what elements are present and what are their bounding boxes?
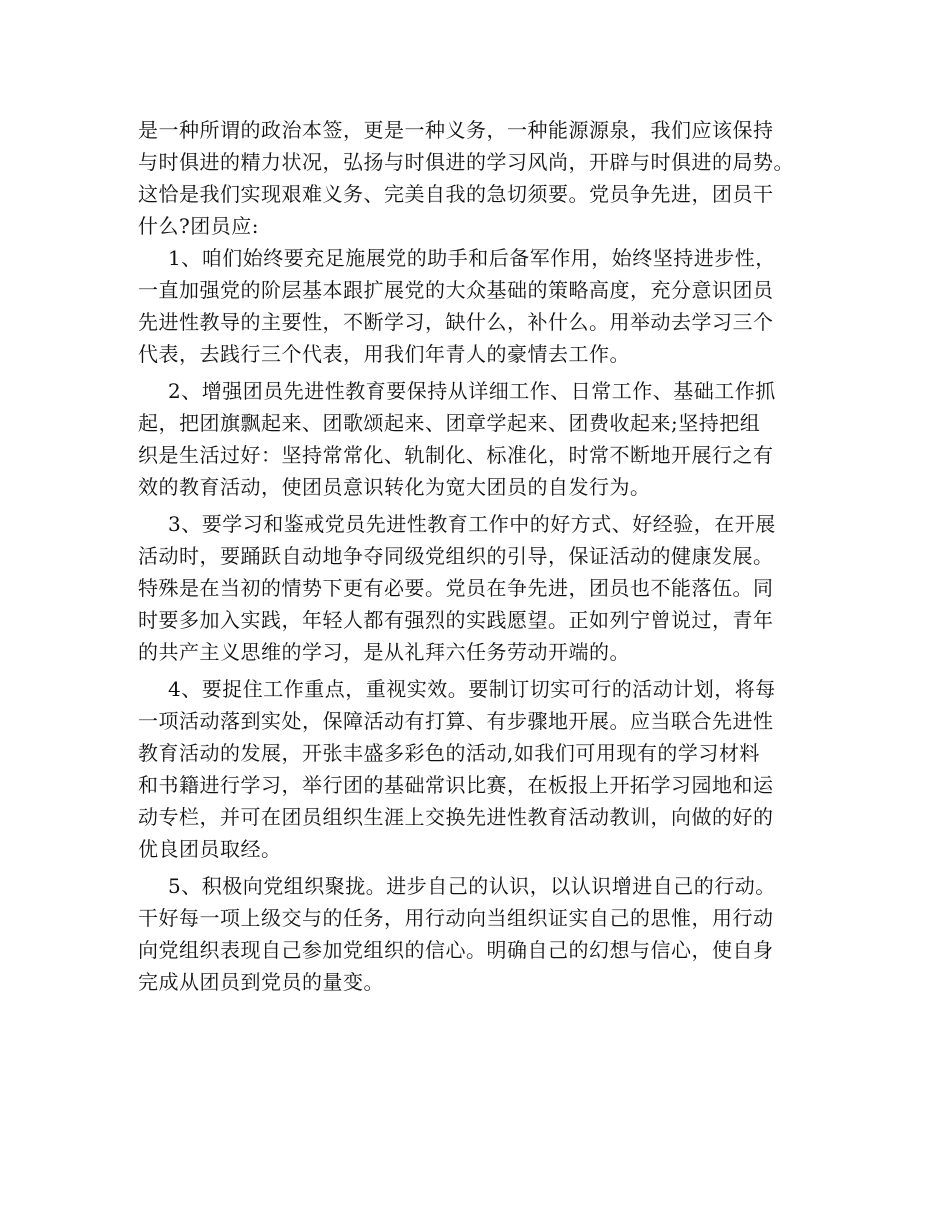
text-line: 特殊是在当初的情势下更有必要。党员在争先进，团员也不能落伍。同 — [138, 576, 774, 600]
text-line: 向党组织表现自己参加党组织的信心。明确自己的幻想与信心，使自身 — [138, 938, 774, 962]
text-line: 的共产主义思维的学习，是从礼拜六任务劳动开端的。 — [138, 640, 630, 664]
text-line: 2、增强团员先进性教育要保持从详细工作、日常工作、基础工作抓 — [168, 379, 776, 403]
text-line: 什么?团员应: — [138, 214, 259, 238]
text-line: 4、要捉住工作重点，重视实效。要制订切实可行的活动计划，将每 — [168, 677, 776, 701]
text-line: 先进性教导的主要性，不断学习，缺什么，补什么。用举动去学习三个 — [138, 310, 774, 334]
text-line: 代表，去践行三个代表，用我们年青人的豪情去工作。 — [138, 342, 630, 366]
text-line: 是一种所谓的政治本签，更是一种义务，一种能源源泉，我们应该保持 — [138, 118, 774, 142]
paragraph-item-4 — [138, 673, 828, 865]
text-line: 3、要学习和鉴戒党员先进性教育工作中的好方式、好经验，在开展 — [168, 512, 776, 536]
paragraph-intro — [138, 114, 828, 242]
text-line: 与时俱进的精力状况，弘扬与时俱进的学习风尚，开辟与时俱进的局势。 — [138, 150, 794, 174]
text-line: 活动时，要踊跃自动地争夺同级党组织的引导，保证活动的健康发展。 — [138, 544, 774, 568]
text-line: 动专栏，并可在团员组织生涯上交换先进性教育活动教训，向做的好的 — [138, 805, 774, 829]
text-line: 一项活动落到实处，保障活动有打算、有步骤地开展。应当联合先进性 — [138, 709, 774, 733]
document-body — [138, 114, 828, 998]
text-line: 这恰是我们实现艰难义务、完美自我的急切须要。党员争先进，团员干 — [138, 182, 774, 206]
text-line: 时要多加入实践，年轻人都有强烈的实践愿望。正如列宁曾说过，青年 — [138, 608, 774, 632]
text-line: 5、积极向党组织聚拢。进步自己的认识，以认识增进自己的行动。 — [168, 874, 776, 898]
text-line: 和书籍进行学习，举行团的基础常识比赛，在板报上开拓学习园地和运 — [138, 773, 774, 797]
text-line: 干好每一项上级交与的任务，用行动向当组织证实自己的思惟，用行动 — [138, 906, 774, 930]
text-line: 起，把团旗飘起来、团歌颂起来、团章学起来、团费收起来;坚持把组 — [138, 411, 761, 435]
text-line: 1、咱们始终要充足施展党的助手和后备军作用，始终坚持进步性， — [168, 246, 776, 270]
text-line: 优良团员取经。 — [138, 837, 282, 861]
paragraph-item-3 — [138, 508, 828, 668]
paragraph-item-5 — [138, 870, 828, 998]
paragraph-item-1 — [138, 242, 828, 370]
text-line: 完成从团员到党员的量变。 — [138, 970, 384, 994]
text-line: 织是生活过好：坚持常常化、轨制化、标准化，时常不断地开展行之有 — [138, 443, 774, 467]
text-line: 教育活动的发展，开张丰盛多彩色的活动,如我们可用现有的学习材料 — [138, 741, 760, 765]
text-line: 一直加强党的阶层基本跟扩展党的大众基础的策略高度，充分意识团员 — [138, 278, 774, 302]
text-line: 效的教育活动，使团员意识转化为宽大团员的自发行为。 — [138, 475, 651, 499]
paragraph-item-2 — [138, 375, 828, 503]
